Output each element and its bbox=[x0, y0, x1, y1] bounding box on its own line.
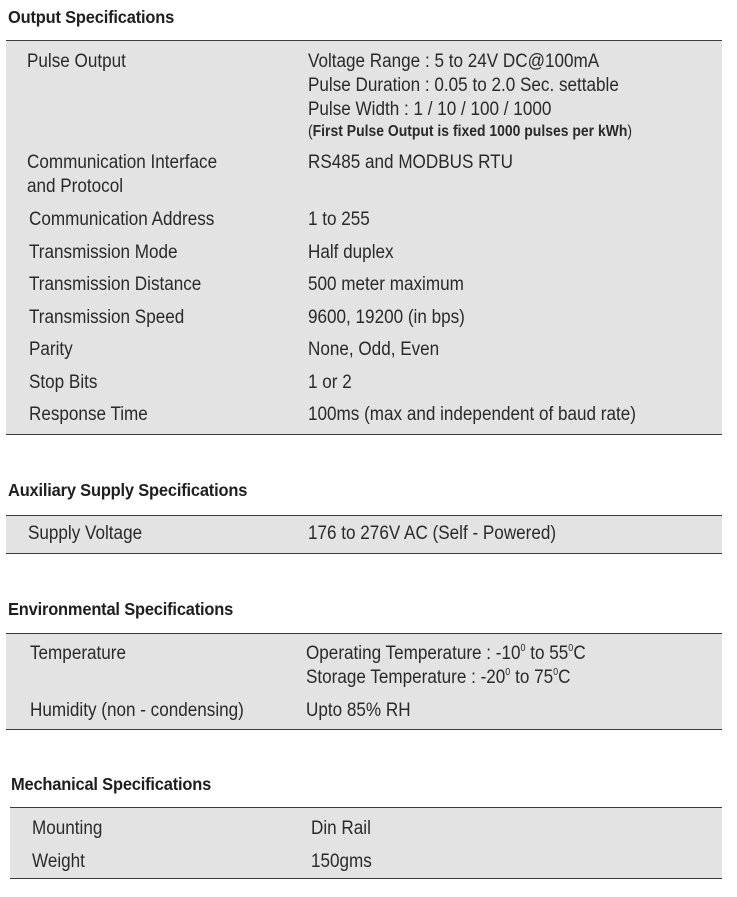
pulse-duration-value: Pulse Duration : 0.05 to 2.0 Sec. settable bbox=[308, 75, 619, 96]
pulse-width-value: Pulse Width : 1 / 10 / 100 / 1000 bbox=[308, 99, 552, 120]
output-specifications-title: Output Specifications bbox=[8, 7, 175, 27]
pulse-output-note: (First Pulse Output is fixed 1000 pulses per kWh) bbox=[308, 123, 633, 140]
communication-interface-label-line2: and Protocol bbox=[27, 176, 124, 197]
mounting-value: Din Rail bbox=[311, 818, 371, 839]
transmission-speed-value: 9600, 19200 (in bps) bbox=[308, 307, 465, 328]
mounting-label: Mounting bbox=[32, 818, 103, 839]
communication-address-value: 1 to 255 bbox=[308, 209, 370, 230]
weight-value: 150gms bbox=[311, 851, 372, 872]
voltage-range-value: Voltage Range : 5 to 24V DC@100mA bbox=[308, 51, 600, 72]
operating-temperature-value: Operating Temperature : $-10^0$ to $55^0C$ bbox=[306, 643, 586, 664]
auxiliary-supply-title: Auxiliary Supply Specifications bbox=[8, 480, 248, 500]
mechanical-specifications-table bbox=[10, 807, 722, 879]
transmission-speed-label: Transmission Speed bbox=[29, 307, 185, 328]
parity-value: None, Odd, Even bbox=[308, 339, 440, 360]
stop-bits-label: Stop Bits bbox=[29, 372, 98, 393]
humidity-label: Humidity (non - condensing) bbox=[30, 700, 244, 721]
output-specifications-table bbox=[6, 40, 722, 435]
communication-interface-label-line1: Communication Interface bbox=[27, 152, 218, 173]
supply-voltage-label: Supply Voltage bbox=[28, 523, 143, 544]
transmission-distance-label: Transmission Distance bbox=[29, 274, 202, 295]
supply-voltage-value: 176 to 276V AC (Self - Powered) bbox=[308, 523, 557, 544]
environmental-specifications-table bbox=[6, 633, 722, 730]
communication-address-label: Communication Address bbox=[29, 209, 215, 230]
response-time-value: 100ms (max and independent of baud rate) bbox=[308, 404, 636, 425]
temperature-label: Temperature bbox=[30, 643, 127, 664]
humidity-value: Upto 85% RH bbox=[306, 700, 411, 721]
transmission-mode-value: Half duplex bbox=[308, 242, 394, 263]
pulse-output-label: Pulse Output bbox=[27, 51, 126, 72]
auxiliary-supply-table bbox=[6, 515, 722, 554]
transmission-mode-label: Transmission Mode bbox=[29, 242, 178, 263]
environmental-specifications-title: Environmental Specifications bbox=[8, 599, 234, 619]
communication-interface-value: RS485 and MODBUS RTU bbox=[308, 152, 513, 173]
transmission-distance-value: 500 meter maximum bbox=[308, 274, 464, 295]
mechanical-specifications-title: Mechanical Specifications bbox=[11, 774, 212, 794]
weight-label: Weight bbox=[32, 851, 85, 872]
response-time-label: Response Time bbox=[29, 404, 148, 425]
stop-bits-value: 1 or 2 bbox=[308, 372, 352, 393]
storage-temperature-value: Storage Temperature : $-20^0$ to $75^0C$ bbox=[306, 667, 571, 688]
parity-label: Parity bbox=[29, 339, 73, 360]
